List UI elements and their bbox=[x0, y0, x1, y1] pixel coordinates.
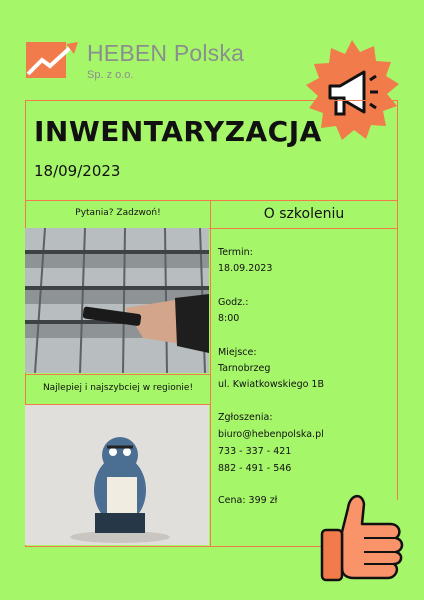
call-prompt: Pytania? Zadzwoń! bbox=[75, 208, 161, 218]
miejsce-city: Tarnobrzeg bbox=[218, 363, 271, 374]
miejsce-street: ul. Kwiatkowskiego 1B bbox=[218, 379, 324, 390]
miejsce-label: Miejsce: bbox=[218, 347, 257, 358]
godz-value: 8:00 bbox=[218, 313, 240, 324]
zgloszenia-label: Zgłoszenia: bbox=[218, 412, 273, 423]
section-heading: O szkoleniu bbox=[263, 206, 345, 222]
slogan: Najlepiej i najszybciej w regionie! bbox=[42, 383, 194, 393]
warehouse-photo bbox=[25, 228, 209, 373]
thumbs-up-icon bbox=[318, 488, 414, 588]
logo-chart-icon bbox=[24, 40, 82, 82]
email-link[interactable]: biuro@hebenpolska.pl bbox=[218, 429, 324, 440]
godz-label: Godz.: bbox=[218, 297, 249, 308]
termin-label: Termin: bbox=[218, 247, 253, 258]
divider bbox=[25, 546, 355, 547]
company-suffix: Sp. z o.o. bbox=[87, 69, 134, 81]
divider bbox=[210, 200, 211, 547]
company-name: HEBEN Polska bbox=[87, 40, 245, 66]
divider bbox=[25, 100, 397, 101]
price: Cena: 399 zł bbox=[218, 495, 278, 506]
event-date: 18/09/2023 bbox=[34, 162, 121, 180]
mascot-photo bbox=[25, 405, 209, 545]
divider bbox=[25, 374, 210, 375]
phone-2[interactable]: 882 - 491 - 546 bbox=[218, 463, 292, 474]
divider bbox=[397, 100, 398, 500]
page-title: INWENTARYZACJA bbox=[34, 115, 322, 148]
termin-value: 18.09.2023 bbox=[218, 263, 273, 274]
divider bbox=[25, 200, 397, 201]
phone-1[interactable]: 733 - 337 - 421 bbox=[218, 446, 292, 457]
